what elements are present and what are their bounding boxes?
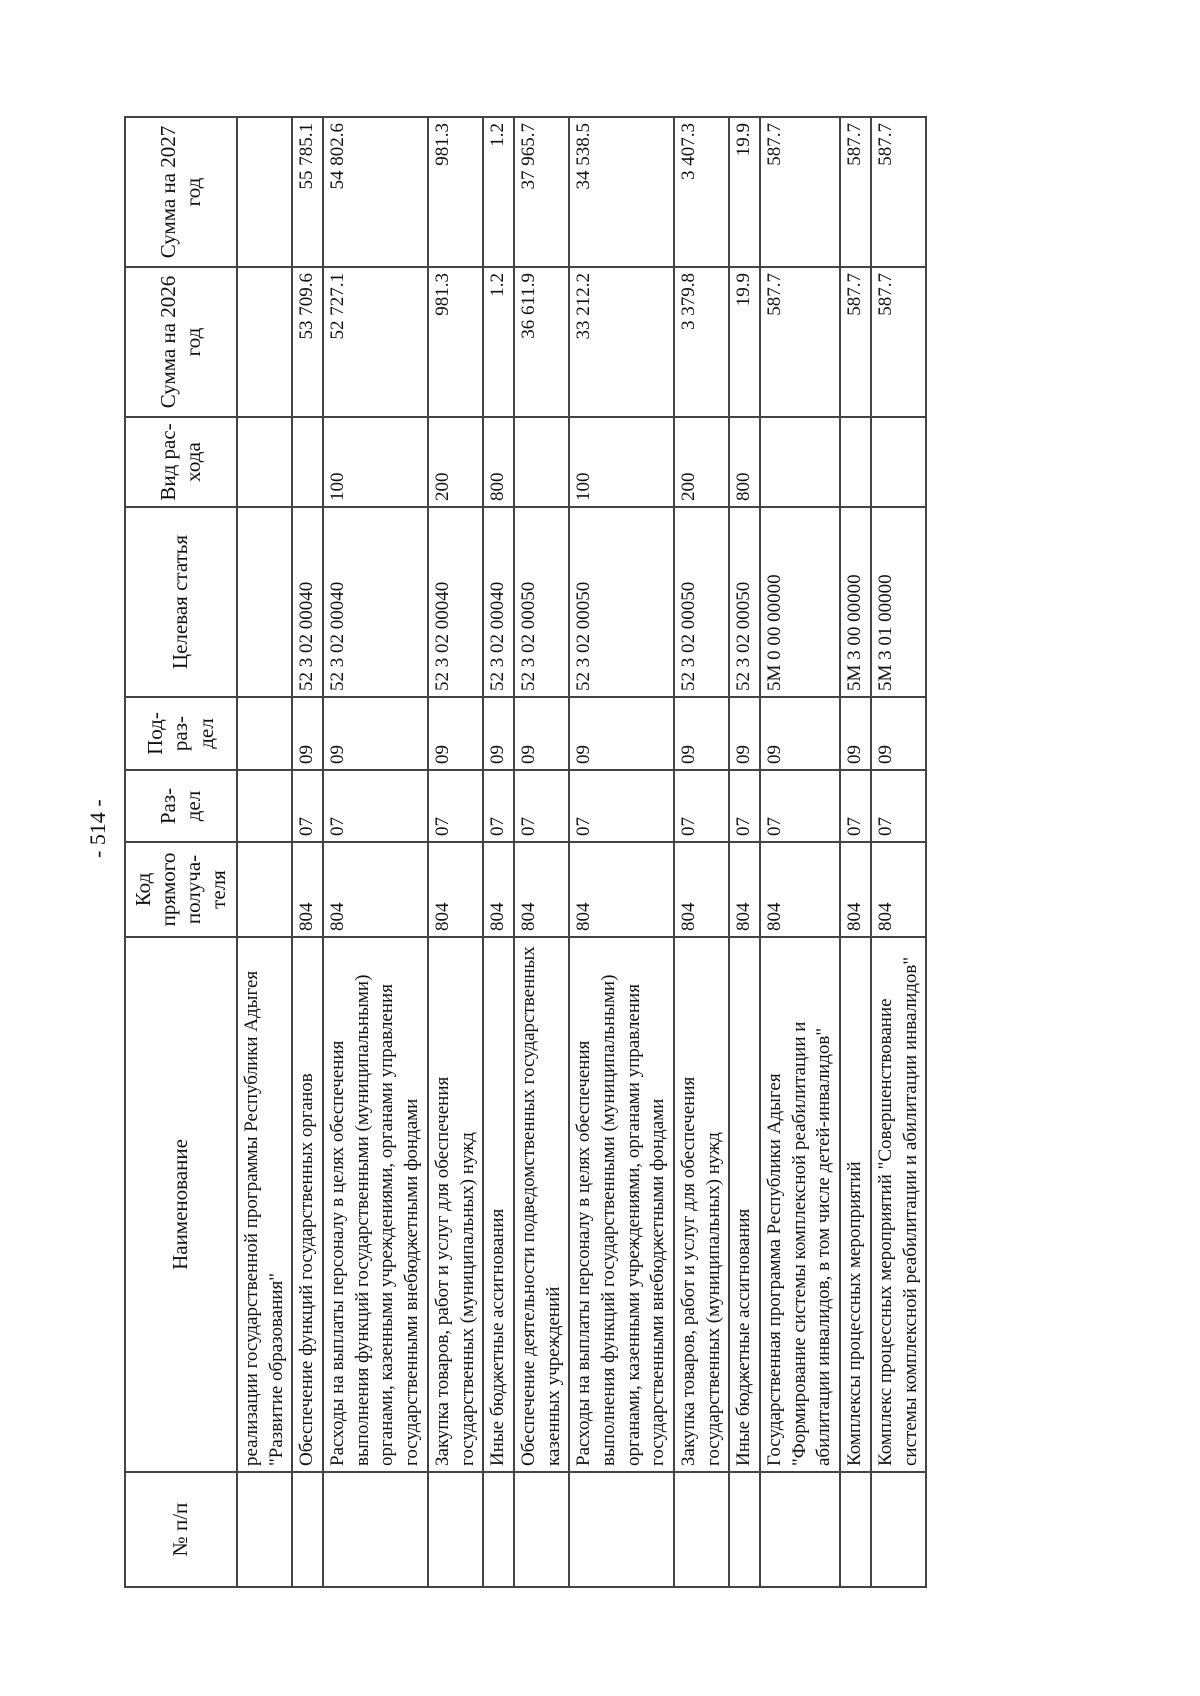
sum-2027-cell: 1.2 xyxy=(483,117,514,267)
target-article-cell: 52 3 02 00040 xyxy=(428,507,483,697)
target-article-cell: 52 3 02 00050 xyxy=(514,507,569,697)
name-cell: Обеспечение деятельности подведомственных государственных казенных учреждений xyxy=(514,937,569,1472)
expense-type-cell xyxy=(871,417,926,507)
subsection-cell: 09 xyxy=(428,697,483,770)
subsection-cell: 09 xyxy=(483,697,514,770)
name-cell: Закупка товаров, работ и услуг для обеспечения государственных (муниципальных) нужд xyxy=(428,937,483,1472)
section-cell xyxy=(237,770,292,842)
header-col-target-article: Целевая статья xyxy=(125,507,237,697)
name-cell: Иные бюджетные ассигнования xyxy=(483,937,514,1472)
table-row xyxy=(237,117,292,1587)
expense-type-cell xyxy=(514,417,569,507)
sum-2026-cell: 52 727.1 xyxy=(323,267,428,417)
expense-type-cell: 800 xyxy=(483,417,514,507)
sum-2026-cell: 33 212.2 xyxy=(569,267,674,417)
sum-2027-cell: 54 802.6 xyxy=(323,117,428,267)
table-row xyxy=(871,117,926,1587)
header-row xyxy=(125,117,237,1587)
row-number-cell xyxy=(871,1472,926,1587)
subsection-cell xyxy=(237,697,292,770)
row-number-cell xyxy=(237,1472,292,1587)
row-number-cell xyxy=(292,1472,323,1587)
sum-2027-cell: 34 538.5 xyxy=(569,117,674,267)
sum-2027-cell: 587.7 xyxy=(871,117,926,267)
expense-type-cell xyxy=(237,417,292,507)
target-article-cell: 5М 0 00 00000 xyxy=(760,507,840,697)
table-header xyxy=(125,117,237,1587)
name-cell: Закупка товаров, работ и услуг для обеспечения государственных (муниципальных) нужд xyxy=(674,937,729,1472)
sum-2026-cell: 1.2 xyxy=(483,267,514,417)
sum-2027-cell: 19.9 xyxy=(729,117,760,267)
header-col-recipient-code: Код прямого получа-теля xyxy=(125,842,237,937)
budget-table xyxy=(124,116,927,1588)
sum-2026-cell: 36 611.9 xyxy=(514,267,569,417)
recipient-code-cell: 804 xyxy=(729,842,760,937)
sum-2026-cell: 3 379.8 xyxy=(674,267,729,417)
expense-type-cell: 100 xyxy=(569,417,674,507)
recipient-code-cell: 804 xyxy=(428,842,483,937)
recipient-code-cell: 804 xyxy=(871,842,926,937)
subsection-cell: 09 xyxy=(674,697,729,770)
sum-2027-cell xyxy=(237,117,292,267)
subsection-cell: 09 xyxy=(292,697,323,770)
header-col-expense-type: Вид рас-хода xyxy=(125,417,237,507)
header-col-name: Наименование xyxy=(125,937,237,1472)
section-cell: 07 xyxy=(292,770,323,842)
row-number-cell xyxy=(760,1472,840,1587)
header-col-sum-2026: Сумма на 2026 год xyxy=(125,267,237,417)
name-cell: Комплекс процессных мероприятий "Совершенствование системы комплексной реабилитации и абилитации инвалидов" xyxy=(871,937,926,1472)
table-row xyxy=(840,117,871,1587)
subsection-cell: 09 xyxy=(729,697,760,770)
section-cell: 07 xyxy=(428,770,483,842)
row-number-cell xyxy=(729,1472,760,1587)
section-cell: 07 xyxy=(483,770,514,842)
table-row xyxy=(514,117,569,1587)
row-number-cell xyxy=(514,1472,569,1587)
table-body xyxy=(237,117,926,1587)
section-cell: 07 xyxy=(760,770,840,842)
row-number-cell xyxy=(674,1472,729,1587)
header-col-subsection: Под-раз-дел xyxy=(125,697,237,770)
target-article-cell: 52 3 02 00050 xyxy=(674,507,729,697)
table-row xyxy=(323,117,428,1587)
name-cell: Расходы на выплаты персоналу в целях обеспечения выполнения функций государственными (муниципальными) органами, казенными учреждениями, органами управления государственными внебюджетными фондами xyxy=(569,937,674,1472)
recipient-code-cell: 804 xyxy=(840,842,871,937)
recipient-code-cell: 804 xyxy=(674,842,729,937)
name-cell: Государственная программа Республики Адыгея "Формирование системы комплексной реабилитации и абилитации инвалидов, в том числе детей-инвалидов" xyxy=(760,937,840,1472)
row-number-cell xyxy=(569,1472,674,1587)
expense-type-cell xyxy=(292,417,323,507)
sum-2026-cell: 587.7 xyxy=(760,267,840,417)
row-number-cell xyxy=(428,1472,483,1587)
expense-type-cell: 200 xyxy=(428,417,483,507)
subsection-cell: 09 xyxy=(569,697,674,770)
expense-type-cell xyxy=(760,417,840,507)
sum-2026-cell: 587.7 xyxy=(840,267,871,417)
subsection-cell: 09 xyxy=(871,697,926,770)
header-col-sum-2027: Сумма на 2027 год xyxy=(125,117,237,267)
expense-type-cell: 100 xyxy=(323,417,428,507)
section-cell: 07 xyxy=(871,770,926,842)
table-row xyxy=(483,117,514,1587)
target-article-cell: 52 3 02 00050 xyxy=(729,507,760,697)
section-cell: 07 xyxy=(729,770,760,842)
name-cell: Обеспечение функций государственных органов xyxy=(292,937,323,1472)
section-cell: 07 xyxy=(323,770,428,842)
name-cell: реализации государственной программы Республики Адыгея "Развитие образования" xyxy=(237,937,292,1472)
target-article-cell: 52 3 02 00040 xyxy=(483,507,514,697)
section-cell: 07 xyxy=(840,770,871,842)
sum-2026-cell: 53 709.6 xyxy=(292,267,323,417)
recipient-code-cell xyxy=(237,842,292,937)
table-row xyxy=(292,117,323,1587)
sum-2027-cell: 587.7 xyxy=(760,117,840,267)
target-article-cell: 5М 3 01 00000 xyxy=(871,507,926,697)
target-article-cell xyxy=(237,507,292,697)
sum-2026-cell: 19.9 xyxy=(729,267,760,417)
sum-2026-cell: 587.7 xyxy=(871,267,926,417)
sum-2027-cell: 55 785.1 xyxy=(292,117,323,267)
expense-type-cell: 800 xyxy=(729,417,760,507)
target-article-cell: 52 3 02 00040 xyxy=(323,507,428,697)
table-row xyxy=(729,117,760,1587)
table-row xyxy=(760,117,840,1587)
sum-2026-cell xyxy=(237,267,292,417)
row-number-cell xyxy=(483,1472,514,1587)
sum-2026-cell: 981.3 xyxy=(428,267,483,417)
table-row xyxy=(569,117,674,1587)
target-article-cell: 5М 3 00 00000 xyxy=(840,507,871,697)
section-cell: 07 xyxy=(569,770,674,842)
target-article-cell: 52 3 02 00040 xyxy=(292,507,323,697)
recipient-code-cell: 804 xyxy=(323,842,428,937)
recipient-code-cell: 804 xyxy=(514,842,569,937)
sum-2027-cell: 981.3 xyxy=(428,117,483,267)
budget-table-container xyxy=(124,118,1046,1588)
subsection-cell: 09 xyxy=(514,697,569,770)
table-row xyxy=(674,117,729,1587)
subsection-cell: 09 xyxy=(840,697,871,770)
row-number-cell xyxy=(323,1472,428,1587)
table-row xyxy=(428,117,483,1587)
expense-type-cell xyxy=(840,417,871,507)
header-col-number: № п/п xyxy=(125,1472,237,1587)
expense-type-cell: 200 xyxy=(674,417,729,507)
row-number-cell xyxy=(840,1472,871,1587)
sum-2027-cell: 3 407.3 xyxy=(674,117,729,267)
page-number: - 514 - xyxy=(85,799,110,858)
sum-2027-cell: 37 965.7 xyxy=(514,117,569,267)
subsection-cell: 09 xyxy=(323,697,428,770)
name-cell: Расходы на выплаты персоналу в целях обеспечения выполнения функций государственными (муниципальными) органами, казенными учреждениями, органами управления государственными внебюджетными фондами xyxy=(323,937,428,1472)
name-cell: Комплексы процессных мероприятий xyxy=(840,937,871,1472)
target-article-cell: 52 3 02 00050 xyxy=(569,507,674,697)
sum-2027-cell: 587.7 xyxy=(840,117,871,267)
header-col-section: Раз-дел xyxy=(125,770,237,842)
recipient-code-cell: 804 xyxy=(292,842,323,937)
recipient-code-cell: 804 xyxy=(760,842,840,937)
recipient-code-cell: 804 xyxy=(569,842,674,937)
recipient-code-cell: 804 xyxy=(483,842,514,937)
section-cell: 07 xyxy=(514,770,569,842)
section-cell: 07 xyxy=(674,770,729,842)
subsection-cell: 09 xyxy=(760,697,840,770)
name-cell: Иные бюджетные ассигнования xyxy=(729,937,760,1472)
